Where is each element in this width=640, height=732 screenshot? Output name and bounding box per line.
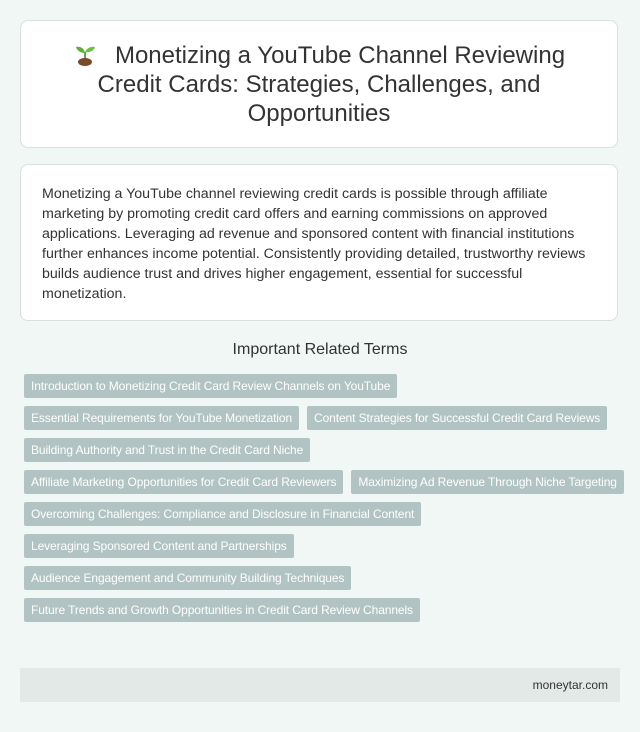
related-term-tag[interactable]: Audience Engagement and Community Building Techniques — [24, 566, 351, 590]
summary-text: Monetizing a YouTube channel reviewing credit cards is possible through affiliate marketing by promoting credit card offers and earning commissions on approved applications. Leveraging ad revenue and sponsored content with financial institutions further enhances income potential. Consistently providing detailed, trustworthy reviews builds audience trust and drives higher engagement, essential for successful monetization. — [42, 186, 586, 302]
title-card — [20, 20, 618, 148]
related-terms-list — [24, 374, 624, 622]
related-term-tag[interactable]: Introduction to Monetizing Credit Card Review Channels on YouTube — [24, 374, 397, 398]
related-term-tag[interactable]: Future Trends and Growth Opportunities in Credit Card Review Channels — [24, 598, 420, 622]
page-title-text: Monetizing a YouTube Channel Reviewing Credit Cards: Strategies, Challenges, and Opportunities — [97, 41, 566, 127]
footer-site-link[interactable]: moneytar.com — [532, 678, 608, 692]
related-term-tag[interactable]: Leveraging Sponsored Content and Partnerships — [24, 534, 294, 558]
related-term-tag[interactable]: Essential Requirements for YouTube Monetization — [24, 406, 299, 430]
related-terms-heading: Important Related Terms — [232, 341, 408, 358]
summary-card — [20, 164, 618, 321]
sprout-icon — [73, 44, 97, 66]
page-title — [59, 41, 579, 128]
related-term-tag[interactable]: Affiliate Marketing Opportunities for Credit Card Reviewers — [24, 470, 343, 494]
related-term-tag[interactable]: Overcoming Challenges: Compliance and Disclosure in Financial Content — [24, 502, 421, 526]
related-term-tag[interactable]: Maximizing Ad Revenue Through Niche Targeting — [351, 470, 624, 494]
related-term-tag[interactable]: Content Strategies for Successful Credit Card Reviews — [307, 406, 607, 430]
related-term-tag[interactable]: Building Authority and Trust in the Credit Card Niche — [24, 438, 310, 462]
footer — [20, 668, 620, 702]
